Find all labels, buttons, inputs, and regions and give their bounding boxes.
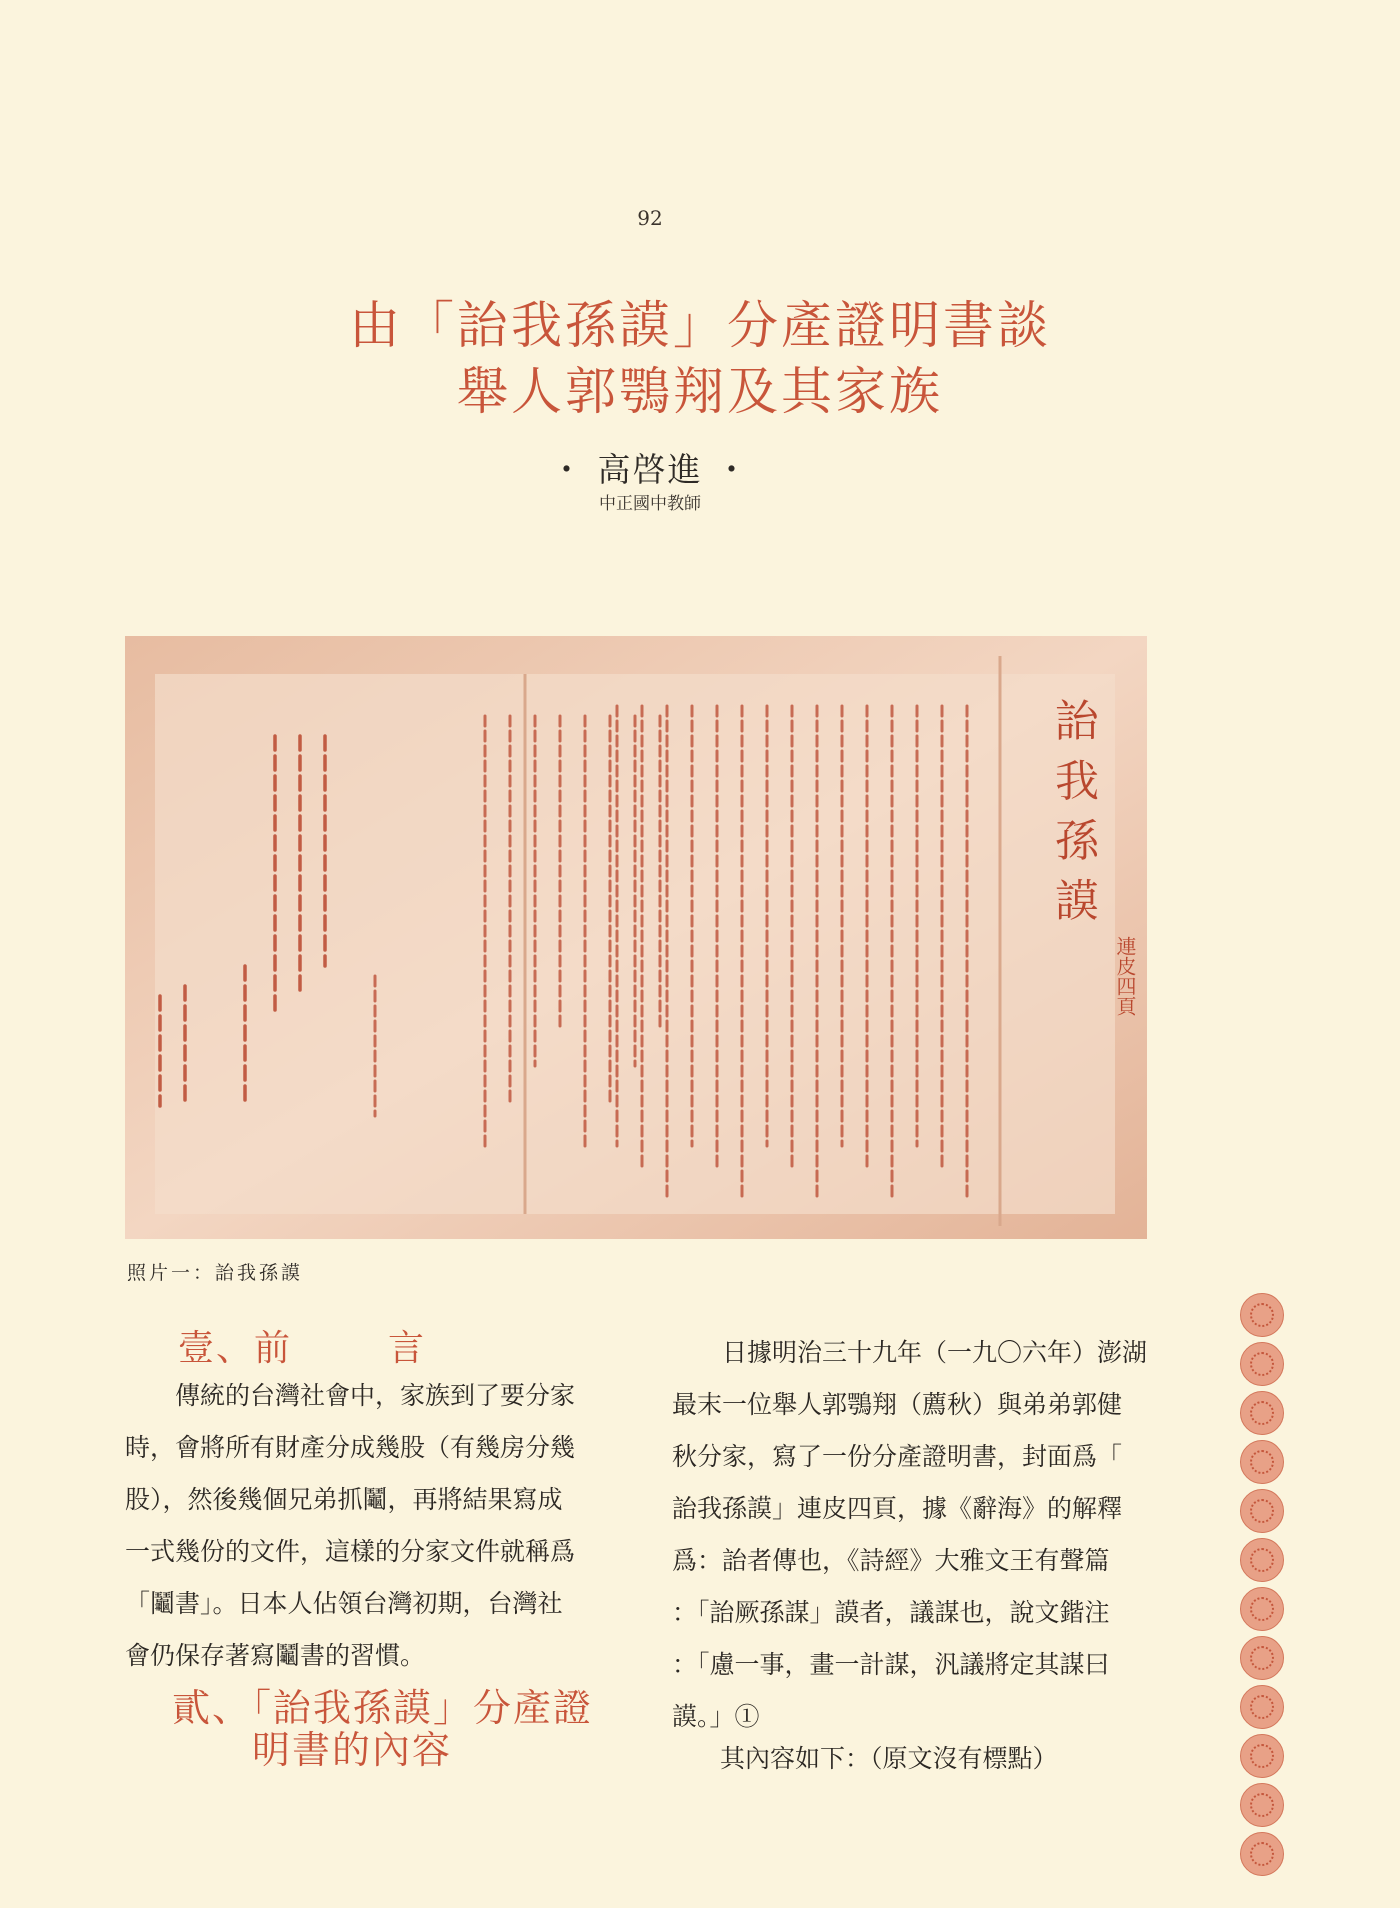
cover-char-1: 詒 — [1055, 696, 1099, 747]
decorative-seal-border — [1240, 1293, 1288, 1881]
seal-icon — [1240, 1685, 1284, 1729]
text-line: 「鬮書」。日本人佔領台灣初期，台灣社 — [125, 1589, 563, 1618]
seal-icon — [1240, 1538, 1284, 1582]
text-line: 日據明治三十九年（一九〇六年）澎湖 — [672, 1338, 1148, 1367]
text-line: 詒我孫謨」連皮四頁，據《辭海》的解釋 — [672, 1494, 1123, 1523]
seal-icon — [1240, 1783, 1284, 1827]
seal-icon — [1240, 1734, 1284, 1778]
seal-icon — [1240, 1489, 1284, 1533]
section-heading-intro-a: 壹、前 — [178, 1328, 293, 1369]
cover-char-4: 謨 — [1055, 876, 1099, 927]
text-line: 最末一位舉人郭鶚翔（薦秋）與弟弟郭健 — [672, 1390, 1123, 1419]
cover-char-3: 孫 — [1055, 816, 1099, 867]
text-line: ：「慮一事，畫一計謀，汎議將定其謀曰 — [672, 1650, 1110, 1679]
cover-note: 連皮四頁 — [1113, 936, 1137, 1016]
seal-icon — [1240, 1587, 1284, 1631]
seal-icon — [1240, 1342, 1284, 1386]
document-photo — [125, 636, 1147, 1239]
seal-icon — [1240, 1832, 1284, 1876]
seal-icon — [1240, 1636, 1284, 1680]
intro-paragraph — [125, 1370, 605, 1682]
text-line: 爲：詒者傳也，《詩經》大雅文王有聲篇 — [672, 1546, 1110, 1575]
cover-char-2: 我 — [1055, 756, 1099, 807]
text-line: 時，會將所有財產分成幾股（有幾房分幾 — [125, 1433, 576, 1462]
section-heading-intro-b: 言 — [388, 1328, 427, 1369]
text-line: 秋分家，寫了一份分產證明書，封面爲「 — [672, 1442, 1123, 1471]
text-line: ：「詒厥孫謀」謨者，議謀也，說文鍇注 — [672, 1598, 1110, 1627]
section-heading-content-line2: 明書的內容 — [252, 1728, 453, 1772]
seal-icon — [1240, 1293, 1284, 1337]
closing-line: 其內容如下：（原文沒有標點） — [720, 1744, 1058, 1773]
page-number: 92 — [637, 206, 663, 230]
seal-icon — [1240, 1440, 1284, 1484]
seal-icon — [1240, 1391, 1284, 1435]
text-line: 傳統的台灣社會中，家族到了要分家 — [125, 1381, 576, 1410]
section-heading-content-line1: 貳、「詒我孫謨」分產證 — [172, 1686, 594, 1730]
title-line-2: 舉人郭鶚翔及其家族 — [456, 363, 943, 422]
author-name: ・ 高啓進 ・ — [550, 450, 750, 489]
text-line: 會仍保存著寫鬮書的習慣。 — [125, 1641, 426, 1670]
photo-caption: 照片一：詒我孫謨 — [127, 1262, 304, 1284]
text-line: 謨。」① — [672, 1702, 760, 1731]
right-column-paragraph — [672, 1327, 1152, 1743]
text-line: 股），然後幾個兄弟抓鬮，再將結果寫成 — [125, 1485, 563, 1514]
title-line-1: 由「詒我孫謨」分產證明書談 — [348, 297, 1051, 356]
text-line: 一式幾份的文件，這樣的分家文件就稱爲 — [125, 1537, 576, 1566]
author-affiliation: 中正國中教師 — [599, 494, 701, 514]
section-heading-intro — [178, 1320, 426, 1371]
